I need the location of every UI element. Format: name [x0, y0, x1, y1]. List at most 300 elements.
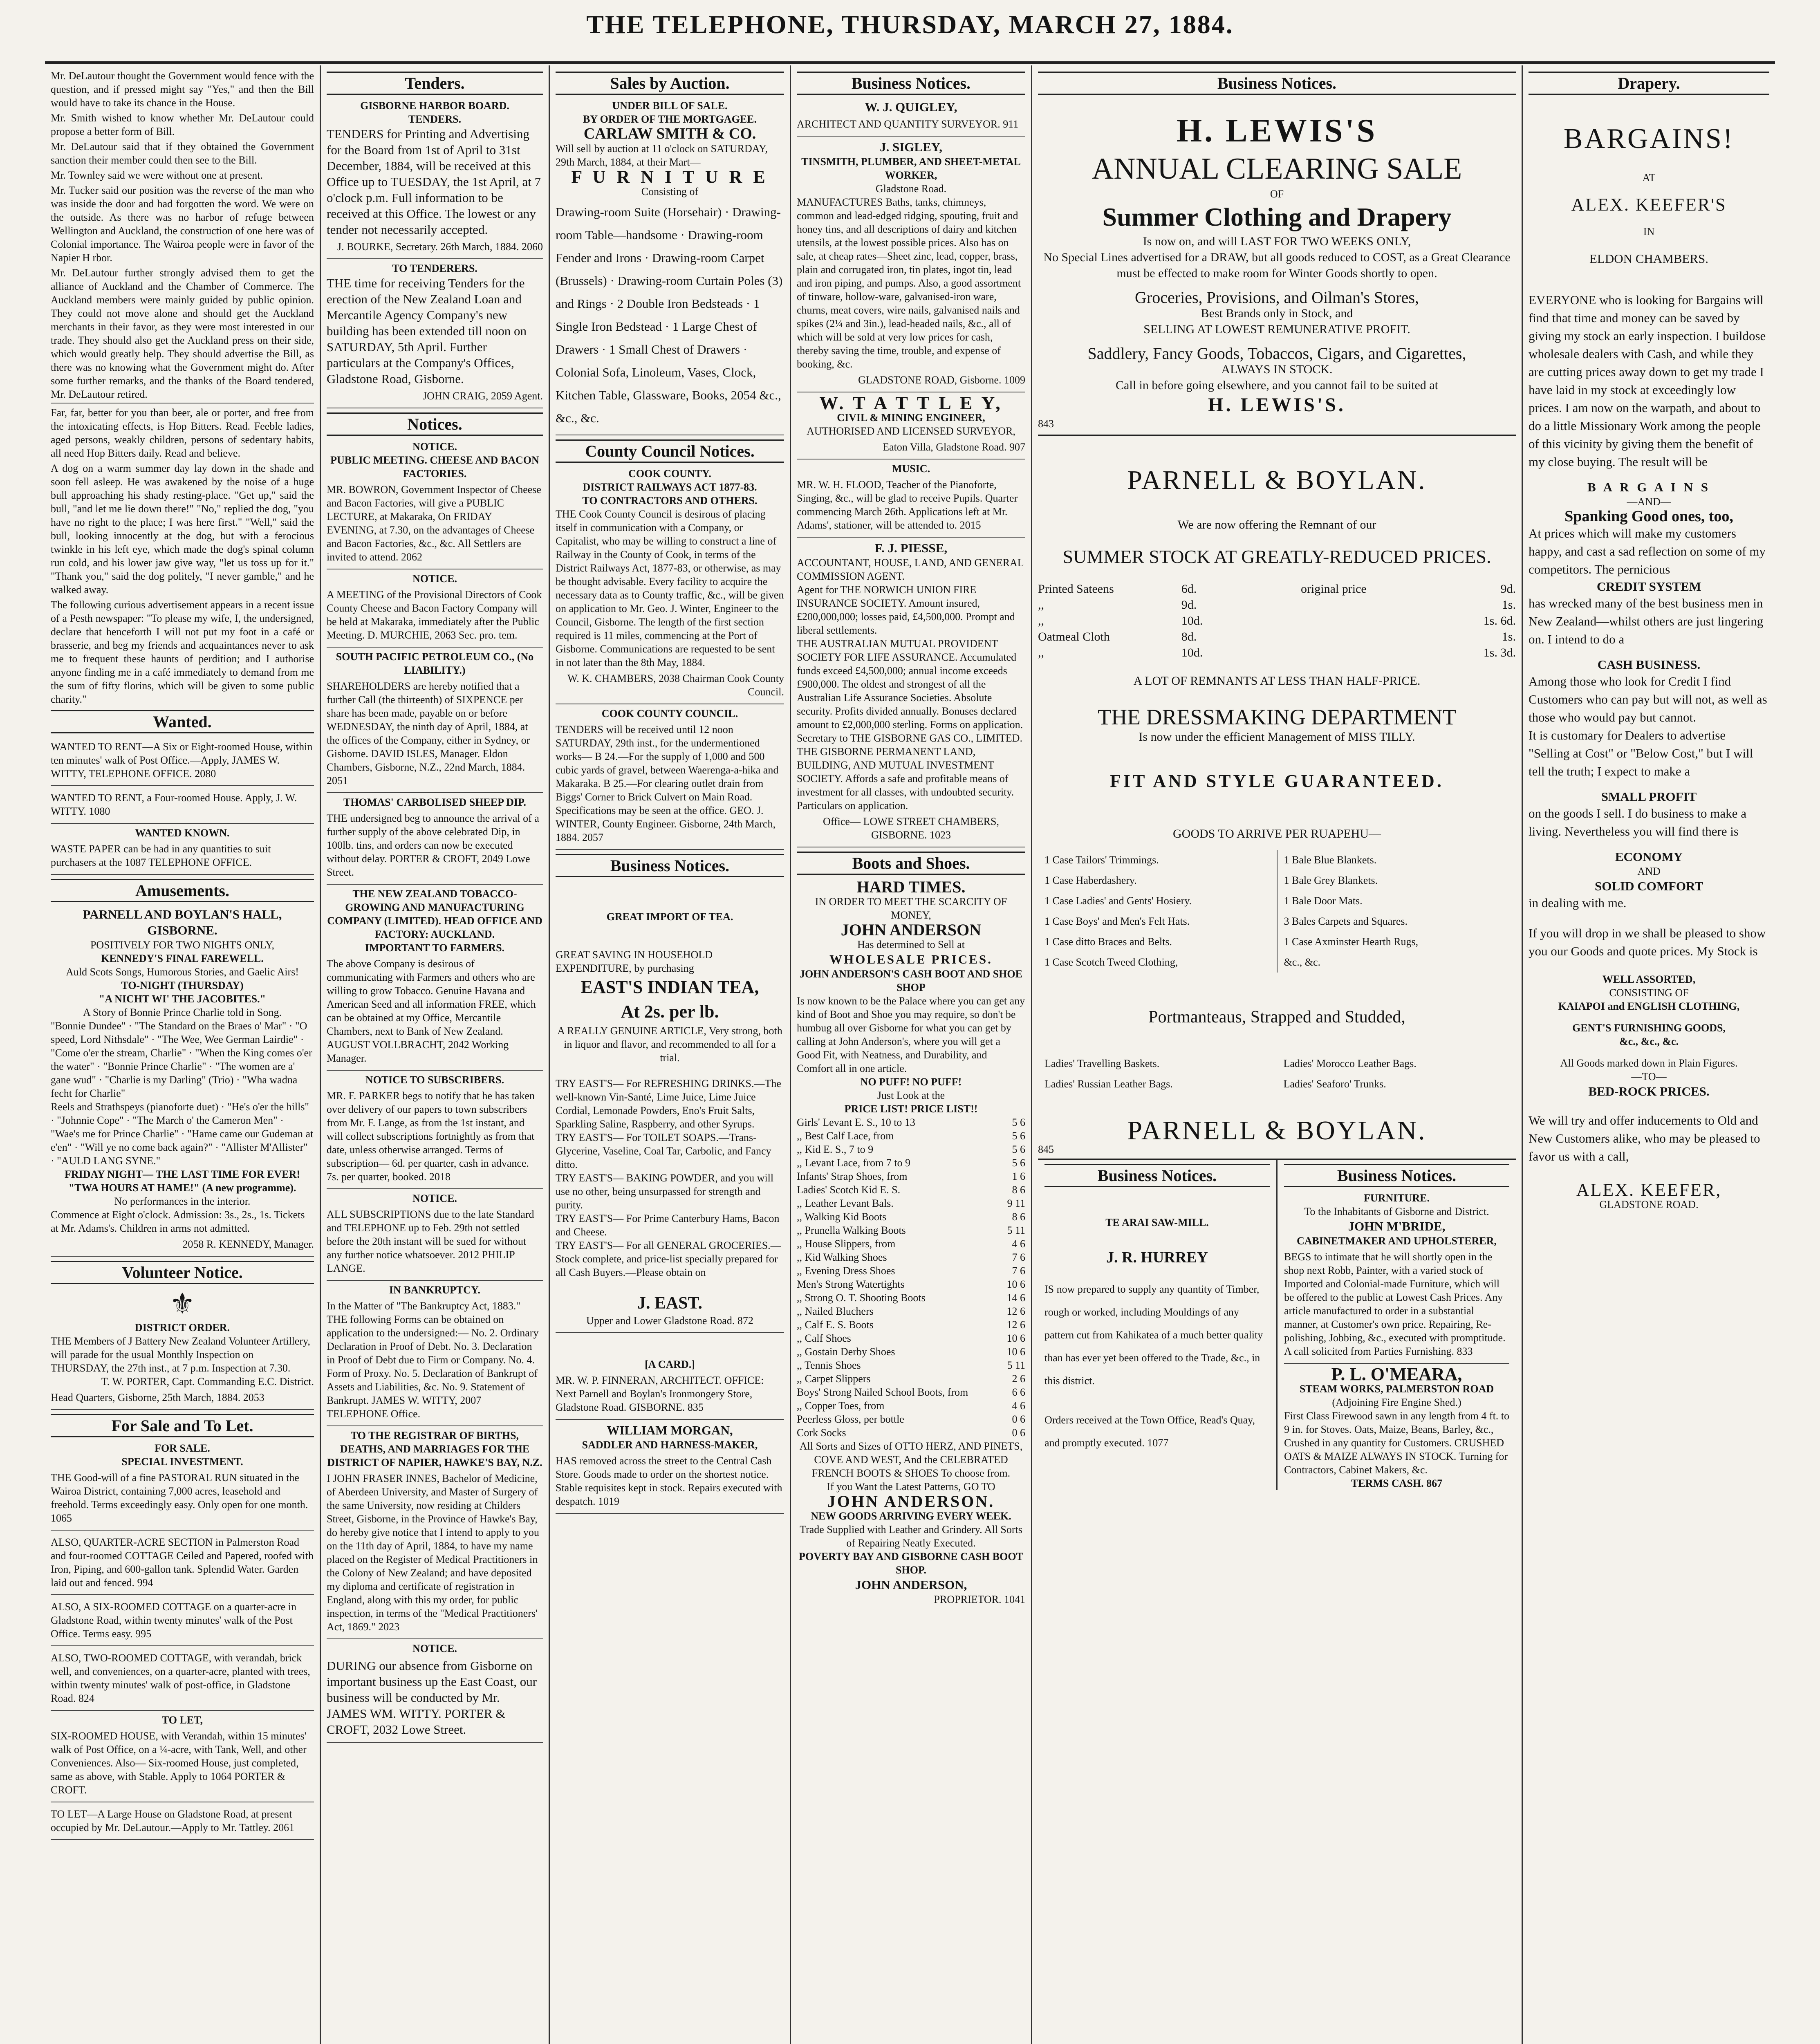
ad-line: IN ORDER TO MEET THE SCARCITY OF MONEY,: [815, 896, 1007, 921]
price-item: ,, Best Calf Lace, from: [797, 1130, 894, 1142]
ad-title: TO LET,: [161, 1714, 203, 1726]
ad-title: NOTICE.: [412, 1192, 457, 1204]
price-value: 7 6: [1012, 1265, 1025, 1277]
ad-signature: W. K. CHAMBERS, 2038 Chairman Cook County Council.: [556, 669, 784, 704]
price-value: 5 11: [1007, 1359, 1025, 1371]
ad-line: FRIDAY NIGHT— THE LAST TIME FOR EVER!: [65, 1168, 300, 1180]
ad-line: ACCOUNTANT, HOUSE, LAND, AND GENERAL COMMISSION AGENT.: [797, 557, 1024, 582]
price-item: ,, House Slippers, from: [797, 1238, 896, 1250]
price-item: ,, Gostain Derby Shoes: [797, 1346, 895, 1358]
ad-title: GISBORNE HARBOR BOARD.: [360, 100, 509, 112]
ad-title: TE ARAI SAW-MILL.: [1105, 1217, 1209, 1228]
ad: I JOHN FRASER INNES, Bachelor of Medicine, of Aberdeen University, and Master of Surgery of the same University, now residing at Childers Street, Gisborne, in the Province of Hawke's Bay, do hereby give notice that I intend to apply to you on the 11th day of April, 1884, to have my name placed on the Register of Medical Practitioners in the Colony of New Zealand; and have deposited my diploma and certificate of registration in England, along with this my order, for public inspection, in terms of the "Medical Practitioners' Act, 1869." 2023: [327, 1469, 543, 1639]
ad-line: TINSMITH, PLUMBER, AND SHEET-METAL WORKER,: [801, 156, 1021, 181]
ad-body: MANUFACTURES Baths, tanks, chimneys, common and lead-edged ridging, spouting, fruit and honey tins, and all descriptions of dairy and kitchen utensils, at the lowest possible prices. Also has on sale, at cheap rates—Sheet zinc, lead, copper, brass, plain and corrugated iron, tin plates, ingot tin, lead and iron piping, and pumps. Also, a good assortment of tinware, hollow-ware, galvanised-iron ware, churns, meat covers, wire nails, galvanised nails and spikes (2¼ and 3in.), lead-headed nails, &c., all of which will be sold at very low prices for cash, thereby saving the time, trouble, and expense of booking, &c.: [797, 196, 1021, 370]
ad: WANTED TO RENT—A Six or Eight-roomed House, within ten minutes' walk of Post Office.—Apply, JAMES W. WITTY, TELEPHONE OFFICE. 2080: [51, 737, 314, 786]
ad-line: No Special Lines advertised for a DRAW, but all goods reduced to COST, as a Great Clearance must be effected to make room for Winter Goods shortly to open.: [1043, 251, 1511, 280]
ad-title: WELL ASSORTED,: [1602, 973, 1696, 985]
ad-body: THE Cook County Council is desirous of placing itself in communication with a Company, or Capitalist, who may be willing to construct a line of Railway in the County of Cook, in terms of the District Railways Act, 1877-83, or otherwise, as may be thought advisable. Every facility to acquire the necessary data as to County traffic, &c., will be given on application to Mr. Geo. J. Winter, Engineer to the Council, Gisborne. The length of the first section required is 11 miles, commencing at the Port of Gisborne. Communications are requested to be sent in not later than the 8th May, 1884.: [556, 508, 784, 668]
ad-footer: TERMS CASH. 867: [1351, 1477, 1443, 1489]
list-item: Ladies' Morocco Leather Bags.: [1283, 1058, 1417, 1069]
lewis-signature: H. LEWIS'S.: [1208, 394, 1346, 416]
ad: MR. W. H. FLOOD, Teacher of the Pianoforte, Singing, &c., will be glad to receive Pupils. Quarter commencing March 26th. Applications left at Mr. Adams', stationer, will be attended to. 2015: [797, 475, 1025, 538]
price-value: 4 6: [1012, 1238, 1025, 1250]
price-value: 2 6: [1012, 1373, 1025, 1385]
ad-title: SOLID COMFORT: [1594, 879, 1703, 893]
price-item: Men's Strong Watertights: [797, 1278, 905, 1290]
ad-line: All Sorts and Sizes of OTTO HERZ, AND PINETS, COVE AND WEST, And the CELEBRATED FRENCH BOOTS & SHOES To choose from.: [799, 1440, 1023, 1479]
ad-title: PRICE LIST! PRICE LIST!!: [844, 1103, 978, 1115]
price-row: [797, 1345, 1025, 1358]
list-item: 1 Case ditto Braces and Belts.: [1044, 936, 1172, 948]
price-item: ,, Kid Walking Shoes: [797, 1251, 887, 1263]
price-row: [797, 1143, 1025, 1156]
ad-title: W. J. QUIGLEY,: [865, 100, 957, 114]
ad-title: COOK COUNTY COUNCIL.: [601, 708, 738, 719]
drapery-price-cell: 1s. 3d.: [1483, 646, 1516, 659]
fit-style: FIT AND STYLE GUARANTEED.: [1110, 771, 1444, 791]
ad-line: AT: [1642, 172, 1656, 184]
drapery-price-cell: [1301, 629, 1420, 645]
drapery-price-table: [1038, 581, 1516, 661]
drapery-price-cell: 9d.: [1181, 598, 1197, 612]
ad-title: SADDLER AND HARNESS-MAKER,: [582, 1439, 758, 1451]
ad-title: FOR SALE.: [155, 1442, 210, 1454]
song-list: Reels and Strathspeys (pianoforte duet) · "He's o'er the hills" · "Johnnie Cope" · "The March o' the Cameron Men" · "Wae's me for Prince Charlie" · "Hame came our Gudeman at e'en" · "Will ye no come back again?" · "Allister M'Allister" · "AULD LANG SYNE.": [51, 1101, 314, 1167]
price-value: 6 6: [1012, 1386, 1025, 1398]
ad: ALL SUBSCRIPTIONS due to the late Standard and TELEPHONE up to Feb. 29th not settled before the 20th instant will be sued for without any further notice whatsoever. 2012 PHILIP LANGE.: [327, 1205, 543, 1281]
ad-body: Agent for THE NORWICH UNION FIRE INSURANCE SOCIETY. Amount insured, £200,000,000; losses paid, £4,500,000. Prompt and liberal settlements.: [797, 584, 1015, 636]
ad-body: TENDERS for Printing and Advertising for the Board from 1st of April to 31st December, 1884, will be received at this Office up to TUESDAY, the 1st April, at 7 o'clock p.m. Full information to be received at this Office. The lowest or any tender not necessarily accepted.: [327, 127, 541, 237]
ad-title: MUSIC.: [892, 463, 930, 475]
ad-title: NOTICE.: [412, 441, 457, 453]
price-row: [797, 1331, 1025, 1345]
ad-line: Best Brands only in Stock, and: [1201, 307, 1353, 320]
ad-line: A REALLY GENUINE ARTICLE, Very strong, both in liquor and flavor, and recommended to all for a trial.: [557, 1025, 782, 1064]
section-header-notices: Notices.: [327, 412, 543, 436]
ad-signature: T. W. PORTER, Capt. Commanding E.C. District.: [101, 1376, 314, 1387]
price-row: [797, 1116, 1025, 1129]
ad-line: KENNEDY'S FINAL FAREWELL.: [101, 953, 264, 964]
price-item: Ladies' Scotch Kid E. S.: [797, 1184, 901, 1196]
price-value: 5 6: [1012, 1116, 1025, 1128]
ad-title: SOUTH PACIFIC PETROLEUM CO., (No LIABILITY.): [336, 651, 534, 676]
ad-title: J. EAST.: [637, 1294, 703, 1313]
price-row: [797, 1237, 1025, 1251]
ad-line: Gladstone Road.: [875, 183, 947, 195]
ad-title: NOTICE.: [412, 1643, 457, 1654]
auctioneer-name: CARLAW SMITH & CO.: [583, 125, 756, 142]
ad-line: Commence at Eight o'clock. Admission: 3s., 2s., 1s. Tickets at Mr. Adams's. Children in arms not admitted.: [51, 1209, 305, 1234]
ad-line: TRY EAST'S— BAKING POWDER, and you will use no other, being unsurpassed for strength and purity.: [556, 1172, 774, 1211]
price-item: ,, Copper Toes, from: [797, 1400, 885, 1412]
price-item: ,, Levant Lace, from 7 to 9: [797, 1157, 910, 1169]
drapery-price-cell: 1s.: [1502, 598, 1516, 612]
ad-line: If you Want the Latest Patterns, GO TO: [827, 1481, 995, 1493]
ad-title: JOHN ANDERSON,: [855, 1578, 967, 1592]
section-header-volunteer: Volunteer Notice.: [51, 1261, 314, 1284]
ad-body: EVERYONE who is looking for Bargains will find that time and money can be saved by giving my stock an early inspection. I buildose wholesale dealers with Cash, and while they are cutting prices away down to get my trade I have laid in my stock at exceedingly low prices. I am now on the warpath, and about to do a little Missionary Work among the people of this vicinity by giving them the benefit of my close buying. The result will be: [1529, 293, 1766, 469]
price-item: ,, Tennis Shoes: [797, 1359, 861, 1371]
ad-title: SMALL PROFIT: [1601, 789, 1697, 804]
ad-title: JOHN ANDERSON'S CASH BOOT AND SHOE SHOP: [800, 968, 1022, 993]
ad-line: CIVIL & MINING ENGINEER,: [837, 412, 985, 424]
ad-line: TO-NIGHT (THURSDAY): [121, 979, 244, 991]
drapery-price-cell: 8d.: [1181, 630, 1197, 643]
drapery-price-row: [1038, 613, 1516, 629]
ad: SIX-ROOMED HOUSE, with Verandah, within 15 minutes' walk of Post Office, on a ¼-acre, with Tank, Well, and other Conveniences. Also— Six-roomed House, just completed, same as above, with Stable. Apply to 1064 PORTER & CROFT.: [51, 1727, 314, 1802]
ad-title: W. T A T T L E Y,: [819, 392, 1003, 413]
ad-title: GREAT IMPORT OF TEA.: [606, 911, 733, 923]
price-item: ,, Kid E. S., 7 to 9: [797, 1143, 874, 1155]
list-item: 1 Case Ladies' and Gents' Hosiery.: [1044, 895, 1192, 907]
ad-title: DISTRICT RAILWAYS ACT 1877-83.: [583, 481, 757, 493]
price-item: ,, Walking Kid Boots: [797, 1211, 887, 1223]
ad-title: HARD TIMES.: [856, 878, 966, 896]
ad-title: CREDIT SYSTEM: [1596, 579, 1701, 594]
ad-title: SPECIAL INVESTMENT.: [121, 1456, 243, 1468]
price-item: Peerless Gloss, per bottle: [797, 1413, 904, 1425]
drapery-price-cell: 10d.: [1181, 646, 1203, 659]
section-header-boots: Boots and Shoes.: [797, 852, 1025, 875]
price-value: 14 6: [1006, 1292, 1025, 1304]
parnell-boylan-title: PARNELL & BOYLAN.: [1127, 1116, 1427, 1145]
ad: HAS removed across the street to the Central Cash Store. Goods made to order on the shortest notice. Stable requisites kept in stock. Repairs executed with despatch. 1019: [556, 1452, 784, 1514]
ad-line: Is now under the efficient Management of MISS TILLY.: [1139, 730, 1415, 744]
price-item: ,, Calf Shoes: [797, 1332, 851, 1344]
ad: THE undersigned beg to announce the arrival of a further supply of the above celebrated Dip, in 100lb. tins, and orders can now be executed without delay. PORTER & CROFT, 2049 Lowe Street.: [327, 809, 543, 885]
bargains-title: BARGAINS!: [1563, 123, 1735, 155]
masthead: THE TELEPHONE, THURSDAY, MARCH 27, 1884.: [586, 10, 1234, 39]
price-value: 8 6: [1012, 1184, 1025, 1196]
ad-title: IN BANKRUPTCY.: [389, 1284, 480, 1296]
price-row: [797, 1372, 1025, 1385]
drapery-price-row: [1038, 597, 1516, 613]
ad-line: Consisting of: [641, 186, 699, 197]
section-header-wanted: Wanted.: [51, 710, 314, 733]
price-value: 5 11: [1007, 1224, 1025, 1236]
ad-line: Saddlery, Fancy Goods, Tobaccos, Cigars, and Cigarettes,: [1087, 344, 1466, 363]
ad-title: P. L. O'MEARA,: [1331, 1364, 1462, 1384]
ad-title: NOTICE TO SUBSCRIBERS.: [365, 1074, 504, 1086]
ad-footer: GLADSTONE ROAD.: [1599, 1199, 1699, 1210]
ad-title: WANTED KNOWN.: [135, 827, 230, 839]
section-header-business: Business Notices.: [1038, 72, 1516, 95]
ad-title: At 2s. per lb.: [621, 1002, 719, 1022]
ad-line: —TO—: [1631, 1071, 1667, 1083]
section-header-business: Business Notices.: [556, 854, 784, 877]
ad-title: F U R N I T U R E: [571, 167, 769, 187]
ad-line: AUTHORISED AND LICENSED SURVEYOR,: [807, 425, 1015, 437]
song-list: "Bonnie Dundee" · "The Standard on the Braes o' Mar" · "O speed, Lord Nithsdale" · "The Wee, Wee German Lairdie" · "Come o'er the stream, Charlie" · "When the King comes o'er the water" · "Bonnie Prince Charlie" · "The women are a' gane wud" · "Charlie is my Darling" (Trio) · "Wha wadna fecht for Charlie": [51, 1020, 312, 1099]
ad-title: THE NEW ZEALAND TOBACCO-GROWING AND MANUFACTURING COMPANY (LIMITED). HEAD OFFICE AND FACTORY: AUCKLAND.: [327, 888, 542, 940]
section-header-business: Business Notices.: [797, 72, 1025, 95]
list-item: 1 Case Haberdashery.: [1044, 874, 1137, 886]
price-value: 7 6: [1012, 1251, 1025, 1263]
price-row: [797, 1412, 1025, 1426]
section-header-drapery: Drapery.: [1529, 72, 1769, 95]
ad: THE Good-will of a fine PASTORAL RUN situated in the Wairoa District, containing 7,000 acres, leasehold and freehold. Terms exceedingly easy. Only open for one month. 1065: [51, 1468, 314, 1531]
ad-signature: GLADSTONE ROAD, Gisborne. 1009: [797, 371, 1025, 392]
ad-title: J. R. HURREY: [1106, 1249, 1208, 1266]
clearing-sale: ANNUAL CLEARING SALE: [1092, 152, 1462, 186]
list-item: 1 Bale Grey Blankets.: [1284, 874, 1378, 886]
column-1: [45, 67, 320, 2044]
ad-line: —AND—: [1627, 496, 1671, 508]
ad-title: TENDERS.: [408, 113, 462, 125]
price-row: [797, 1251, 1025, 1264]
price-item: ,, Strong O. T. Shooting Boots: [797, 1292, 926, 1304]
ad-line: &c., &c., &c.: [1619, 1035, 1679, 1047]
price-row: [797, 1358, 1025, 1372]
ad-body: Secretary to THE GISBORNE GAS CO., LIMITED. THE GISBORNE PERMANENT LAND, BUILDING, AND MUTUAL INVESTMENT SOCIETY. Affords a safe and profitable means of investment for all classes, with undoubted security. Particulars on application.: [797, 732, 1022, 811]
list-item: &c., &c.: [1284, 956, 1321, 968]
column-2: [321, 67, 549, 2044]
ad-line: CONSISTING OF: [1609, 987, 1689, 999]
drapery-price-cell: ,,: [1038, 614, 1044, 628]
ad-body: First Class Firewood sawn in any length from 4 ft. to 9 in. for Stoves. Oats, Maize, Beans, Barley, &c., Crushed in any quantity for Customers. CRUSHED OATS & MAIZE ALWAYS IN STOCK. Turning for Contractors, Cabinet Makers, &c.: [1284, 1410, 1510, 1476]
ad-signature: 2058 R. KENNEDY, Manager.: [51, 1235, 314, 1257]
ad-body: It is customary for Dealers to advertise "Selling at Cost" or "Below Cost," but I will tell the truth; I expect to make a: [1529, 728, 1753, 778]
price-row: [797, 1210, 1025, 1224]
price-list: [797, 1116, 1025, 1439]
list-item: 1 Bale Blue Blankets.: [1284, 854, 1377, 866]
furniture-ad: [1278, 1160, 1516, 1490]
summer-stock: SUMMER STOCK AT GREATLY-REDUCED PRICES.: [1062, 546, 1491, 567]
ad-title: ECONOMY: [1615, 849, 1683, 864]
drapery-price-row: [1038, 629, 1516, 645]
ad-title: B A R G A I N S: [1587, 480, 1711, 494]
ad-footer: Upper and Lower Gladstone Road. 872: [556, 1311, 784, 1333]
ad-line: All Goods marked down in Plain Figures.: [1560, 1057, 1738, 1069]
ad-signature: PROPRIETOR. 1041: [934, 1594, 1025, 1605]
list-item: Ladies' Travelling Baskets.: [1044, 1058, 1160, 1069]
bottom-ads: [1038, 1160, 1516, 1490]
ad-title: CASH BUSINESS.: [1597, 657, 1701, 672]
ad-title: GENT'S FURNISHING GOODS,: [1572, 1022, 1726, 1034]
goods-list: [1038, 850, 1516, 973]
ad: The above Company is desirous of communicating with Farmers and others who are willing to grow Tobacco. Genuine Havana and American Seed and all information FREE, which can be obtained at my Office, Mercantile Chambers, next to Bank of New Zealand. AUGUST VOLLBRACHT, 2042 Working Manager.: [327, 955, 543, 1071]
ad-signature: J. BOURKE, Secretary. 26th March, 1884. 2060: [327, 238, 543, 259]
ad: ALSO, A SIX-ROOMED COTTAGE on a quarter-acre in Gladstone Road, within twenty minutes' walk of the Post Office. Terms easy. 995: [51, 1598, 314, 1646]
ad-title: BY ORDER OF THE MORTGAGEE.: [583, 113, 757, 125]
drapery-price-row: [1038, 581, 1516, 597]
ad-line: (Adjoining Fire Engine Shed.): [1332, 1396, 1461, 1408]
ad: TO LET—A Large House on Gladstone Road, at present occupied by Mr. DeLautour.—Apply to Mr. Tattley. 2061: [51, 1805, 314, 1840]
keefer-signature: ALEX. KEEFER,: [1576, 1180, 1722, 1200]
ad-body: Will sell by auction at 11 o'clock on SATURDAY, 29th March, 1884, at their Mart—: [556, 143, 768, 168]
ad-footer: Head Quarters, Gisborne, 25th March, 1884. 2053: [51, 1388, 314, 1410]
price-value: 5 6: [1012, 1157, 1025, 1169]
ad: In the Matter of "The Bankruptcy Act, 1883." THE following Forms can be obtained on application to the undersigned:— No. 2. Ordinary Declaration in Proof of Debt. No. 3. Declaration in Proof of Debt due to Firm or Company. No. 4. Form of Proxy. No. 5. Declaration of Bankrupt of Assets and Liabilities, &c. No. 9. Statement of Bankrupt. JAMES W. WITTY, 2007 TELEPHONE Office.: [327, 1297, 543, 1426]
masthead-rule: [45, 61, 1775, 64]
summer-clothing: Summer Clothing and Drapery: [1102, 202, 1452, 231]
ad: ALSO, QUARTER-ACRE SECTION in Palmerston Road and four-roomed COTTAGE Ceiled and Papered, roofed with Iron, Piping, and 600-gallon tank. Splendid Water. Garden laid out and fenced. 994: [51, 1533, 314, 1595]
drapery-price-cell: ,,: [1038, 646, 1044, 659]
ad-title: IMPORTANT TO FARMERS.: [365, 942, 505, 954]
list-item: 1 Case Scotch Tweed Clothing,: [1044, 956, 1178, 968]
price-row: [797, 1385, 1025, 1399]
ad-title: Spanking Good ones, too,: [1564, 508, 1733, 525]
ad: MR. BOWRON, Government Inspector of Cheese and Bacon Factories, will give a PUBLIC LECTURE, at Makaraka, On FRIDAY EVENING, at 7.30, on the advantages of Cheese and Bacon Factories, &c., &c. All Settlers are invited to attend. 2062: [327, 480, 543, 569]
price-value: 5 6: [1012, 1130, 1025, 1142]
ad-line: SELLING AT LOWEST REMUNERATIVE PROFIT.: [1143, 323, 1410, 336]
ad-line: TRY EAST'S— For REFRESHING DRINKS.—The well-known Vin-Santé, Lime Juice, Lime Juice Cordial, Lemonade Powders, Eno's Fruit Salts, Sparkling Saline, Raspberry, and other Syrups.: [556, 1078, 781, 1130]
ad-title: EAST'S INDIAN TEA,: [581, 977, 759, 997]
ad-line: ALWAYS IN STOCK.: [1221, 363, 1333, 376]
price-item: Girls' Levant E. S., 10 to 13: [797, 1116, 915, 1128]
ad-title: COOK COUNTY.: [628, 468, 711, 480]
ad-title: F. J. PIESSE,: [874, 541, 948, 555]
ad-body: in dealing with me.: [1529, 896, 1627, 910]
ad-title: J. SIGLEY,: [879, 140, 943, 154]
price-item: ,, Carpet Slippers: [797, 1373, 871, 1385]
ad-title: DISTRICT ORDER.: [134, 1322, 230, 1334]
drapery-price-cell: [1301, 597, 1420, 613]
ad: DURING our absence from Gisborne on important business up the East Coast, our business will be conducted by Mr. JAMES WM. WITTY. PORTER & CROFT, 2032 Lowe Street.: [327, 1655, 543, 1743]
ad-title: NOTICE.: [412, 573, 457, 585]
ad: WANTED TO RENT, a Four-roomed House. Apply, J. W. WITTY. 1080: [51, 789, 314, 824]
price-item: ,, Prunella Walking Boots: [797, 1224, 906, 1236]
price-value: 4 6: [1012, 1400, 1025, 1412]
price-row: [797, 1183, 1025, 1197]
price-value: 12 6: [1006, 1305, 1025, 1317]
price-value: 10 6: [1006, 1332, 1025, 1344]
ad: ALSO, TWO-ROOMED COTTAGE, with verandah, brick well, and conveniences, on a quarter-acre, planted with trees, within twenty minutes' walk of post-office, in Gladstone Road. 824: [51, 1649, 314, 1711]
ad-body: At prices which will make my customers happy, and cast a sad reflection on some of my competitors. The pernicious: [1529, 526, 1766, 576]
ad-line: Trade Supplied with Leather and Grindery. All Sorts of Repairing Neatly Executed.: [800, 1524, 1022, 1549]
section-header-business: Business Notices.: [1044, 1164, 1270, 1187]
ad-title: WHOLESALE PRICES.: [829, 952, 993, 966]
price-row: [797, 1426, 1025, 1439]
ad-line: TRY EAST'S— For TOILET SOAPS.—Trans-Glycerine, Vaseline, Coal Tar, Carbolic, and Fancy ditto.: [556, 1132, 771, 1170]
ad-title: KAIAPOI and ENGLISH CLOTHING,: [1558, 1000, 1740, 1012]
price-value: 10 6: [1006, 1346, 1025, 1358]
ad-body: THE Members of J Battery New Zealand Volunteer Artillery, will parade for the usual Monthly Inspection on THURSDAY, the 27th inst., at 7 p.m. Inspection at 7.30.: [51, 1335, 310, 1374]
ad-body: on the goods I sell. I do business to make a living. Nevertheless you will find there is: [1529, 806, 1746, 838]
ad-body: We will try and offer inducements to Old and New Customers alike, who may be pleased to favor us with a call,: [1529, 1113, 1760, 1163]
drapery-price-cell: 1s. 6d.: [1483, 614, 1516, 628]
drapery-price-cell: [1301, 645, 1420, 661]
ad-line: STEAM WORKS, PALMERSTON ROAD: [1299, 1383, 1494, 1395]
article: Mr. DeLautour thought the Government would fence with the question, and if pressed might say "Yes," and then the Bill would have to take its chance in the House. Mr. Smith wished to know whether Mr. DeLautour could propose a better form of Bill. Mr. DeLautour said that if they obtained the Government sanction their member could then see to the Bill. Mr. Townley said we were without one at present. Mr. Tucker said our position was the reverse of the man who was inside the door and had forgotten the word. We were on the outside. As there was no harbor of refuge between Wellington and Auckland, the construction of one here was of Colonial importance. The Wairoa people were in favor of the Napier H rbor. Mr. DeLautour further strongly advised them to get the alliance of Auckland and the Chamber of Commerce. The Auckland members were mainly guided by public opinion. They could not move alone and should get the Auckland merchants in their favor, as they were most interested in our trade. They should also get the Auckland press on their side, which would greatly help. They should advertise the Bill, as there was no knowing what the Government might do. After some further remarks, and the thanks of the Board tendered, Mr. DeLautour retired. Far, far, better for you than beer, ale or porter, and free from the intoxicating effects, is Hop Bitters. Read. Feeble ladies, aged persons, weakly children, persons of sedentary habits, all need Hop Bitters daily. Read and believe. A dog on a warm summer day lay down in the shade and soon fell asleep. He was awakened by the noise of a huge bull approaching his shady resting-place. "Get up," said the bull, "and let me lie down there!" "No," replied the dog, "you have no right to the place; I was here first." "Well," said the bull, looking innocently at the dog, but with a ferocious twinkle in his left eye, which made the dog's spinal column run cold, and his lower jaw give way, "let us toss up for it." "Thank you," said the dog politely, "I never gamble," and he walked away. The following curious advertisement appears in a recent issue of a Pesth newspaper: "To please my wife, I, the undersigned, declare that henceforth I will not put my foot in a café or brasserie, and beg my friends and acquaintances never to ask me to frequent these haunts of perdition; and I authorise anyone finding me in a café immediately to demand from me the sum of fifty florins, which will be given to some public charity.": [51, 70, 314, 705]
ad: A MEETING of the Provisional Directors of Cook County Cheese and Bacon Factory Company will be held at Makaraka, immediately after the Public Meeting. D. MURCHIE, 2063 Sec. pro. tem.: [327, 585, 543, 648]
ad-body: GREAT SAVING IN HOUSEHOLD EXPENDITURE, by purchasing: [556, 949, 713, 974]
ad-line: ARCHITECT AND QUANTITY SURVEYOR. 911: [797, 115, 1025, 137]
column-5: [1032, 67, 1522, 2044]
ad-line: Is now on, and will LAST FOR TWO WEEKS ONLY,: [1143, 235, 1411, 248]
price-row: [797, 1224, 1025, 1237]
ad-body: Among those who look for Credit I find Customers who can pay but will not, as well as those who would pay but cannot.: [1529, 674, 1767, 724]
ad-title: PUBLIC MEETING. CHEESE AND BACON FACTORIES.: [330, 454, 539, 480]
ad-number: 845: [1038, 1143, 1516, 1160]
price-row: [797, 1170, 1025, 1183]
list-item: Ladies' Russian Leather Bags.: [1044, 1078, 1173, 1090]
list-item: 1 Case Boys' and Men's Felt Hats.: [1044, 915, 1190, 927]
ad-title: THOMAS' CARBOLISED SHEEP DIP.: [343, 796, 526, 808]
goods-right: [1278, 850, 1516, 973]
price-item: ,, Calf E. S. Boots: [797, 1319, 874, 1331]
drapery-price-cell: [1301, 613, 1420, 629]
list-item: Ladies' Seaforo' Trunks.: [1283, 1078, 1386, 1090]
section-header-auction: Sales by Auction.: [556, 72, 784, 95]
ad-line: A Story of Bonnie Prince Charlie told in Song.: [83, 1006, 282, 1018]
ad: MR. F. PARKER begs to notify that he has taken over delivery of our papers to town subscribers from Mr. F. Lange, as from the 1st instant, and will collect subscriptions fortnightly as from that date, unless otherwise arranged. Terms of subscription— 6d. per quarter, cash in advance. 7s. per quarter, booked. 2018: [327, 1087, 543, 1189]
bags-list: [1038, 1053, 1516, 1094]
ad: SHAREHOLDERS are hereby notified that a further Call (the thirteenth) of SIXPENCE per share has been made, payable on or before WEDNESDAY, the ninth day of April, 1884, at the offices of the Company, either in Sydney, or Gisborne. DAVID ISLES, Manager. Eldon Chambers, Gisborne, N.Z., 22nd March, 1884. 2051: [327, 677, 543, 793]
ad-line: "A NICHT WI' THE JACOBITES.": [99, 993, 266, 1005]
price-value: 9 11: [1007, 1197, 1025, 1209]
drapery-price-cell: 6d.: [1181, 582, 1197, 596]
column-3: [550, 67, 790, 2044]
ad-line: Groceries, Provisions, and Oilman's Stores,: [1135, 288, 1419, 307]
ad-line: GOODS TO ARRIVE PER RUAPEHU—: [1173, 827, 1381, 840]
ad-body: IS now prepared to supply any quantity of Timber, rough or worked, including Mouldings of any pattern cut from Kahikatea of a much better quality than has ever yet been offered to the Trade, &c., in this district.: [1044, 1283, 1263, 1387]
price-item: ,, Nailed Bluchers: [797, 1305, 874, 1317]
ad-title: JOHN ANDERSON.: [827, 1492, 995, 1511]
dressmaking-title: THE DRESSMAKING DEPARTMENT: [1098, 705, 1456, 729]
drapery-price-cell: 9d.: [1500, 582, 1516, 596]
price-row: [797, 1264, 1025, 1278]
ad-line: AND: [1637, 865, 1661, 877]
coat-of-arms: ⚜: [169, 1289, 195, 1320]
list-item: 3 Bales Carpets and Squares.: [1284, 915, 1408, 927]
ad-line: Just Look at the: [877, 1089, 945, 1101]
ad-body: has wrecked many of the best business men in New Zealand—whilst others are just lingering on. I intend to do a: [1529, 596, 1764, 646]
ad-title: BED-ROCK PRICES.: [1588, 1084, 1710, 1098]
price-row: [797, 1399, 1025, 1412]
drapery-price-cell: Printed Sateens: [1038, 582, 1114, 596]
ad-line: Has determined to Sell at: [857, 939, 965, 950]
parnell-boylan-title: PARNELL & BOYLAN.: [1127, 465, 1427, 495]
ad-line: NO PUFF! NO PUFF!: [860, 1076, 962, 1088]
ad-title: UNDER BILL OF SALE.: [612, 100, 728, 112]
price-value: 8 6: [1012, 1211, 1025, 1223]
ad-title: JOHN ANDERSON: [841, 921, 982, 939]
price-row: [797, 1291, 1025, 1304]
price-value: 0 6: [1012, 1413, 1025, 1425]
ad-footer: Office— LOWE STREET CHAMBERS, GISBORNE. 1023: [797, 812, 1025, 847]
ad-line: ELDON CHAMBERS.: [1589, 251, 1709, 266]
portmanteaus: Portmanteaus, Strapped and Studded,: [1148, 1008, 1405, 1026]
ad-title: TO THE REGISTRAR OF BIRTHS, DEATHS, AND MARRIAGES FOR THE DISTRICT OF NAPIER, HAWKE'S BAY, N.Z.: [327, 1430, 542, 1468]
drapery-price-cell: 1s.: [1502, 630, 1516, 643]
lewis-title: H. LEWIS'S: [1176, 113, 1378, 149]
ad: TENDERS will be received until 12 noon SATURDAY, 29th inst., for the undermentioned works— B 24.—For the supply of 1,000 and 500 cubic yards of gravel, between Waerenga-a-hika and Makaraka. B 25.—For clearing outlet drain from Biggs' Corner to Brick Culvert on Main Road. Specifications may be seen at the office. GEO. J. WINTER, County Engineer. Gisborne, 24th March, 1884. 2057: [556, 720, 784, 850]
section-header-county: County Council Notices.: [556, 439, 784, 463]
drapery-price-row: [1038, 645, 1516, 661]
ad-line: POSITIVELY FOR TWO NIGHTS ONLY,: [90, 939, 275, 951]
price-value: 0 6: [1012, 1427, 1025, 1439]
drapery-price-cell: ,,: [1038, 598, 1044, 612]
price-item: Boys' Strong Nailed School Boots, from: [797, 1386, 968, 1398]
price-item: ,, Evening Dress Shoes: [797, 1265, 895, 1277]
ad-line: Call in before going elsewhere, and you cannot fail to be suited at: [1116, 379, 1438, 392]
ad-line: TRY EAST'S— For all GENERAL GROCERIES.—Stock complete, and price-list specially prepared for all Cash Buyers.—Please obtain on: [556, 1239, 781, 1278]
section-header-business: Business Notices.: [1284, 1164, 1509, 1187]
ad-line: CABINETMAKER AND UPHOLSTERER,: [1296, 1235, 1497, 1247]
ad-number: 843: [1038, 417, 1516, 436]
ad: WASTE PAPER can be had in any quantities to suit purchasers at the 1087 TELEPHONE OFFICE.: [51, 840, 314, 875]
ad-title: JOHN M'BRIDE,: [1348, 1219, 1446, 1233]
drapery-price-cell: original price: [1300, 582, 1367, 596]
ad-body: THE AUSTRALIAN MUTUAL PROVIDENT SOCIETY FOR LIFE ASSURANCE. Accumulated funds exceed £4,500,000; annual income exceeds £900,000. The oldest and strongest of all the Australian Life Assurance Societies. Absolute security. Profits divided annually. Bonuses declared amount to £2,000,000 sterling. Forms on application.: [797, 638, 1023, 731]
section-header-tenders: Tenders.: [327, 72, 543, 95]
price-row: [797, 1129, 1025, 1143]
ad-signature: Eaton Villa, Gladstone Road. 907: [797, 438, 1025, 459]
remnants-line: A LOT OF REMNANTS AT LESS THAN HALF-PRICE.: [1133, 674, 1421, 688]
ad-line: Auld Scots Songs, Humorous Stories, and Gaelic Airs!: [66, 966, 299, 978]
